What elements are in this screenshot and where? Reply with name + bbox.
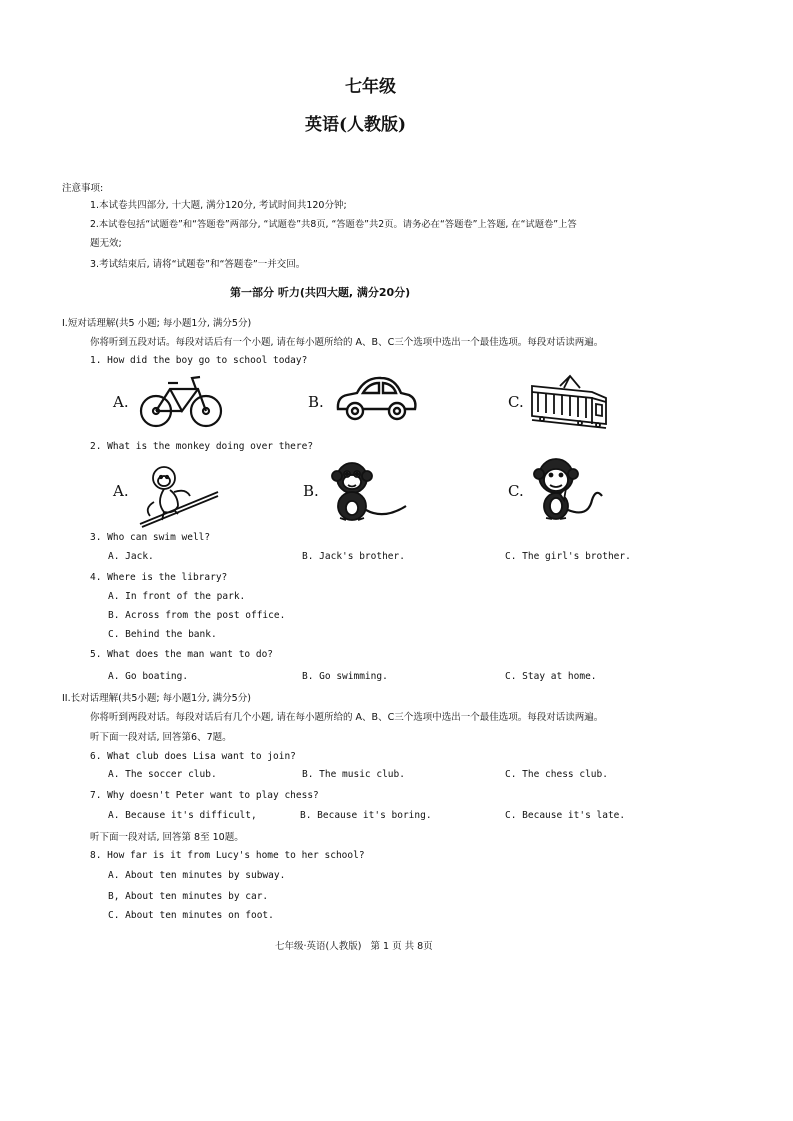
question-6: 6. What club does Lisa want to join? <box>90 751 296 762</box>
option-c: C. About ten minutes on foot. <box>108 910 274 921</box>
question-8: 8. How far is it from Lucy's home to her school? <box>90 850 365 861</box>
monkey-climbing-icon <box>138 462 220 528</box>
section2-instruction: 你将听到两段对话。每段对话后有几个小题, 请在每小题所给的 A、B、C三个选项中选出一个最佳选项。每段对话读两遍。 <box>90 712 604 723</box>
notice-heading: 注意事项: <box>62 183 104 194</box>
option-b: B. Because it's boring. <box>300 810 432 821</box>
question-5: 5. What does the man want to do? <box>90 649 274 660</box>
section1-title: I.短对话理解(共5 小题; 每小题1分, 满分5分) <box>62 318 252 329</box>
option-label-b: B. <box>308 393 324 411</box>
question-1: 1. How did the boy go to school today? <box>90 355 308 366</box>
notice-item: 2.本试卷包括“试题卷”和“答题卷”两部分, “试题卷”共8页, “答题卷”共2页。请务必在“答题卷”上答题, 在“试题卷”上答 <box>90 219 577 230</box>
page-footer: 七年级·英语(人教版) 第 1 页 共 8页 <box>275 941 433 952</box>
option-a: A. Because it's difficult, <box>108 810 257 821</box>
option-b: B. Across from the post office. <box>108 610 286 621</box>
option-a: A. In front of the park. <box>108 591 246 602</box>
train-icon <box>530 372 610 432</box>
section2-sub1: 听下面一段对话, 回答第6、7题。 <box>90 732 232 743</box>
option-label-c: C. <box>508 482 524 500</box>
bicycle-icon <box>138 373 224 431</box>
option-c: C. The girl's brother. <box>505 551 631 562</box>
notice-item: 3.考试结束后, 请将“试题卷”和“答题卷”一并交回。 <box>90 259 306 270</box>
option-a: A. About ten minutes by subway. <box>108 870 286 881</box>
subject-title: 英语(人教版) <box>305 115 407 135</box>
option-b: B. Go swimming. <box>302 671 388 682</box>
question-7: 7. Why doesn't Peter want to play chess? <box>90 790 319 801</box>
option-label-a: A. <box>113 393 129 411</box>
monkey-eating-icon <box>530 456 606 522</box>
notice-item: 题无效; <box>90 238 122 249</box>
option-c: C. The chess club. <box>505 769 608 780</box>
car-icon <box>333 373 419 425</box>
notice-item: 1.本试卷共四部分, 十大题, 满分120分, 考试时间共120分钟; <box>90 200 347 211</box>
grade-title: 七年级 <box>345 77 396 97</box>
option-b: B. The music club. <box>302 769 405 780</box>
monkey-sitting-icon <box>326 460 412 524</box>
option-c: C. Because it's late. <box>505 810 626 821</box>
option-b: B. Jack's brother. <box>302 551 405 562</box>
question-3: 3. Who can swim well? <box>90 532 211 543</box>
section2-title: II.长对话理解(共5小题; 每小题1分, 满分5分) <box>62 693 251 704</box>
option-b: B, About ten minutes by car. <box>108 891 269 902</box>
option-a: A. The soccer club. <box>108 769 217 780</box>
option-c: C. Stay at home. <box>505 671 597 682</box>
option-a: A. Jack. <box>108 551 154 562</box>
question-2: 2. What is the monkey doing over there? <box>90 441 314 452</box>
option-c: C. Behind the bank. <box>108 629 217 640</box>
question-4: 4. Where is the library? <box>90 572 228 583</box>
option-a: A. Go boating. <box>108 671 189 682</box>
part1-title: 第一部分 听力(共四大题, 满分20分) <box>230 286 411 299</box>
option-label-a: A. <box>113 482 129 500</box>
section1-instruction: 你将听到五段对话。每段对话后有一个小题, 请在每小题所给的 A、B、C三个选项中选出一个最佳选项。每段对话读两遍。 <box>90 337 604 348</box>
option-label-b: B. <box>303 482 319 500</box>
option-label-c: C. <box>508 393 524 411</box>
section2-sub2: 听下面一段对话, 回答第 8至 10题。 <box>90 832 244 843</box>
